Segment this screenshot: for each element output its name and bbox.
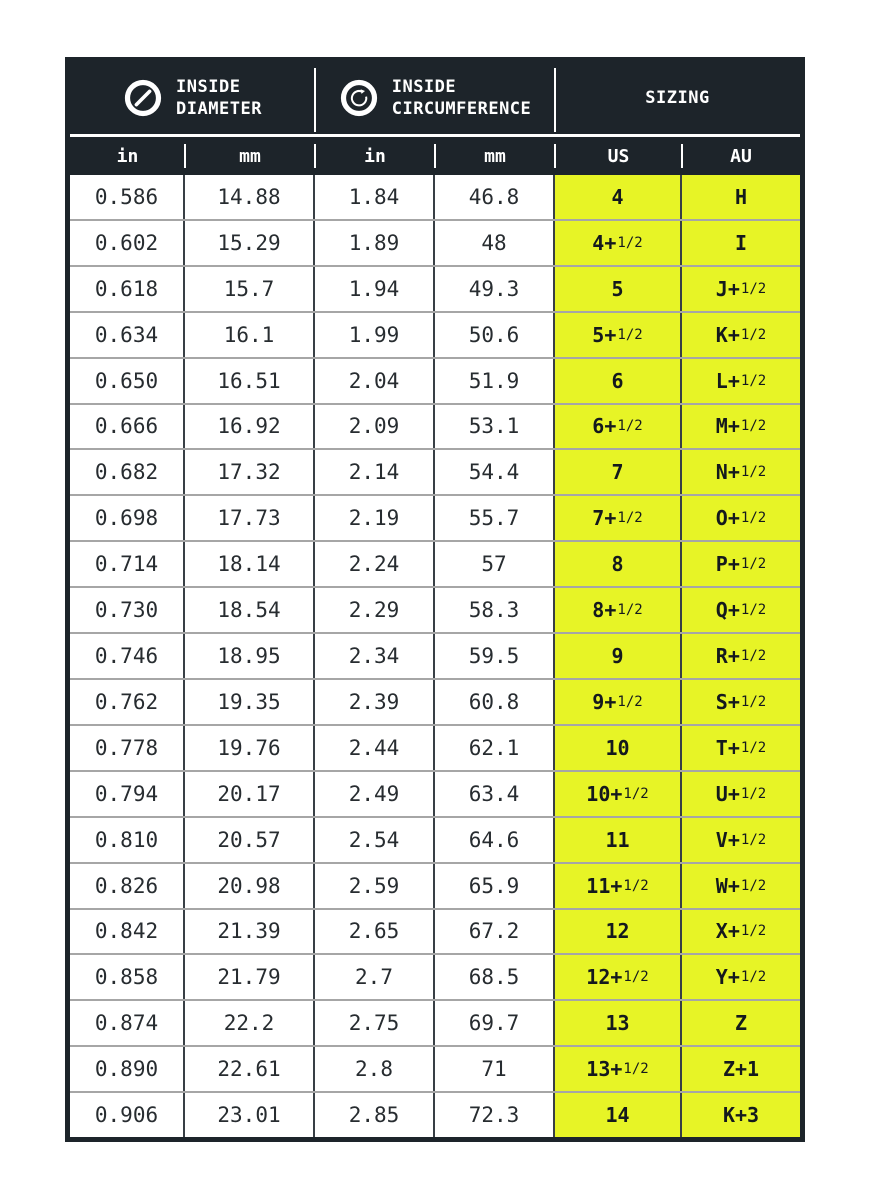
inside-diameter-in-cell: 0.666	[70, 405, 185, 449]
inside-diameter-mm-cell: 18.14	[185, 542, 315, 586]
table-row	[70, 999, 800, 1045]
header-label-line: INSIDE	[176, 77, 241, 97]
inside-circumference-mm-cell: 60.8	[435, 680, 555, 724]
inside-circumference-mm-cell: 55.7	[435, 496, 555, 540]
inside-diameter-in-cell: 0.634	[70, 313, 185, 357]
inside-circumference-mm-cell: 72.3	[435, 1093, 555, 1137]
inside-diameter-in-cell: 0.714	[70, 542, 185, 586]
us-size-cell: 13	[554, 1001, 682, 1045]
inside-diameter-mm-cell: 15.7	[185, 267, 315, 311]
table-body	[70, 175, 800, 1137]
table-row	[70, 1091, 800, 1137]
circumference-icon	[339, 78, 379, 118]
inside-circumference-in-cell: 2.75	[315, 1001, 435, 1045]
inside-diameter-in-cell: 0.826	[70, 864, 185, 908]
inside-diameter-in-cell: 0.778	[70, 726, 185, 770]
header-label-line: DIAMETER	[176, 99, 262, 119]
au-size-cell: J+ 1/2	[682, 267, 800, 311]
inside-diameter-mm-cell: 21.39	[185, 910, 315, 954]
us-size-cell: 5	[554, 267, 682, 311]
au-size-cell: K+3	[682, 1093, 800, 1137]
header-group-label	[392, 76, 532, 120]
inside-diameter-in-cell: 0.858	[70, 955, 185, 999]
inside-diameter-in-cell: 0.906	[70, 1093, 185, 1137]
au-size-cell: L+ 1/2	[682, 359, 800, 403]
inside-diameter-mm-cell: 20.17	[185, 772, 315, 816]
inside-circumference-mm-cell: 46.8	[435, 175, 555, 219]
table-row	[70, 953, 800, 999]
column-header-us-4: US	[555, 137, 682, 175]
inside-circumference-in-cell: 2.29	[315, 588, 435, 632]
inside-diameter-mm-cell: 20.98	[185, 864, 315, 908]
table-row	[70, 357, 800, 403]
inside-diameter-mm-cell: 18.54	[185, 588, 315, 632]
inside-circumference-mm-cell: 50.6	[435, 313, 555, 357]
au-size-cell: Q+ 1/2	[682, 588, 800, 632]
us-size-cell: 11	[554, 818, 682, 862]
inside-circumference-in-cell: 2.19	[315, 496, 435, 540]
inside-diameter-mm-cell: 23.01	[185, 1093, 315, 1137]
inside-circumference-in-cell: 2.65	[315, 910, 435, 954]
inside-diameter-in-cell: 0.890	[70, 1047, 185, 1091]
inside-diameter-mm-cell: 20.57	[185, 818, 315, 862]
au-size-cell: P+ 1/2	[682, 542, 800, 586]
inside-diameter-in-cell: 0.698	[70, 496, 185, 540]
us-size-cell: 12+ 1/2	[554, 955, 682, 999]
inside-circumference-in-cell: 2.39	[315, 680, 435, 724]
us-size-cell: 13+ 1/2	[554, 1047, 682, 1091]
inside-diameter-in-cell: 0.618	[70, 267, 185, 311]
table-row	[70, 586, 800, 632]
table-row	[70, 265, 800, 311]
inside-diameter-mm-cell: 14.88	[185, 175, 315, 219]
inside-circumference-mm-cell: 62.1	[435, 726, 555, 770]
inside-circumference-mm-cell: 69.7	[435, 1001, 555, 1045]
us-size-cell: 8	[554, 542, 682, 586]
inside-circumference-in-cell: 1.94	[315, 267, 435, 311]
us-size-cell: 12	[554, 910, 682, 954]
table-row	[70, 724, 800, 770]
inside-diameter-mm-cell: 19.35	[185, 680, 315, 724]
inside-circumference-mm-cell: 53.1	[435, 405, 555, 449]
inside-diameter-in-cell: 0.746	[70, 634, 185, 678]
inside-diameter-mm-cell: 16.92	[185, 405, 315, 449]
inside-diameter-in-cell: 0.602	[70, 221, 185, 265]
us-size-cell: 14	[554, 1093, 682, 1137]
au-size-cell: H	[682, 175, 800, 219]
table-row	[70, 770, 800, 816]
inside-circumference-in-cell: 2.04	[315, 359, 435, 403]
column-header-au-5: AU	[682, 137, 800, 175]
us-size-cell: 9	[554, 634, 682, 678]
inside-diameter-mm-cell: 19.76	[185, 726, 315, 770]
table-row	[70, 632, 800, 678]
au-size-cell: Z	[682, 1001, 800, 1045]
column-header-row	[70, 137, 800, 175]
inside-circumference-mm-cell: 48	[435, 221, 555, 265]
inside-circumference-in-cell: 2.09	[315, 405, 435, 449]
inside-circumference-mm-cell: 63.4	[435, 772, 555, 816]
us-size-cell: 5+ 1/2	[554, 313, 682, 357]
au-size-cell: I	[682, 221, 800, 265]
inside-circumference-mm-cell: 57	[435, 542, 555, 586]
au-size-cell: R+ 1/2	[682, 634, 800, 678]
inside-diameter-in-cell: 0.682	[70, 450, 185, 494]
au-size-cell: T+ 1/2	[682, 726, 800, 770]
header-label-line: CIRCUMFERENCE	[391, 99, 532, 119]
table-row	[70, 540, 800, 586]
au-size-cell: S+ 1/2	[682, 680, 800, 724]
inside-circumference-in-cell: 1.89	[315, 221, 435, 265]
table-header	[70, 62, 800, 175]
table-row	[70, 494, 800, 540]
au-size-cell: V+ 1/2	[682, 818, 800, 862]
au-size-cell: O+ 1/2	[682, 496, 800, 540]
table-row	[70, 403, 800, 449]
us-size-cell: 11+ 1/2	[554, 864, 682, 908]
au-size-cell: Z+1	[682, 1047, 800, 1091]
inside-circumference-in-cell: 2.7	[315, 955, 435, 999]
inside-diameter-mm-cell: 22.61	[185, 1047, 315, 1091]
inside-diameter-mm-cell: 22.2	[185, 1001, 315, 1045]
inside-diameter-mm-cell: 15.29	[185, 221, 315, 265]
inside-diameter-mm-cell: 18.95	[185, 634, 315, 678]
table-row	[70, 448, 800, 494]
inside-circumference-mm-cell: 71	[435, 1047, 555, 1091]
header-label-line: INSIDE	[391, 77, 457, 97]
au-size-cell: W+ 1/2	[682, 864, 800, 908]
inside-diameter-in-cell: 0.762	[70, 680, 185, 724]
header-group-label	[176, 76, 262, 120]
us-size-cell: 10+ 1/2	[554, 772, 682, 816]
inside-circumference-mm-cell: 51.9	[435, 359, 555, 403]
table-row	[70, 816, 800, 862]
table-row	[70, 862, 800, 908]
us-size-cell: 10	[554, 726, 682, 770]
table-row	[70, 311, 800, 357]
table-row	[70, 1045, 800, 1091]
column-header-mm-1: mm	[185, 137, 315, 175]
inside-diameter-in-cell: 0.874	[70, 1001, 185, 1045]
header-group-inside-circumference	[315, 62, 555, 134]
diameter-icon	[123, 78, 163, 118]
us-size-cell: 4	[554, 175, 682, 219]
column-header-mm-3: mm	[435, 137, 555, 175]
table-row	[70, 175, 800, 219]
au-size-cell: K+ 1/2	[682, 313, 800, 357]
inside-diameter-mm-cell: 16.51	[185, 359, 315, 403]
au-size-cell: N+ 1/2	[682, 450, 800, 494]
us-size-cell: 6+ 1/2	[554, 405, 682, 449]
inside-circumference-in-cell: 2.59	[315, 864, 435, 908]
inside-circumference-mm-cell: 54.4	[435, 450, 555, 494]
header-group-inside-diameter	[70, 62, 315, 134]
inside-diameter-in-cell: 0.810	[70, 818, 185, 862]
us-size-cell: 7+ 1/2	[554, 496, 682, 540]
inside-circumference-in-cell: 2.49	[315, 772, 435, 816]
inside-circumference-in-cell: 2.8	[315, 1047, 435, 1091]
inside-circumference-mm-cell: 67.2	[435, 910, 555, 954]
inside-circumference-in-cell: 2.85	[315, 1093, 435, 1137]
inside-diameter-mm-cell: 16.1	[185, 313, 315, 357]
header-group-row	[70, 62, 800, 134]
inside-diameter-in-cell: 0.842	[70, 910, 185, 954]
inside-circumference-in-cell: 2.44	[315, 726, 435, 770]
inside-diameter-mm-cell: 17.73	[185, 496, 315, 540]
au-size-cell: Y+ 1/2	[682, 955, 800, 999]
us-size-cell: 7	[554, 450, 682, 494]
inside-diameter-mm-cell: 17.32	[185, 450, 315, 494]
us-size-cell: 4+ 1/2	[554, 221, 682, 265]
inside-diameter-in-cell: 0.586	[70, 175, 185, 219]
column-header-in-2: in	[315, 137, 435, 175]
au-size-cell: X+ 1/2	[682, 910, 800, 954]
ring-sizing-table	[65, 57, 805, 1142]
table-row	[70, 219, 800, 265]
inside-circumference-in-cell: 2.14	[315, 450, 435, 494]
header-group-sizing	[555, 62, 800, 134]
inside-circumference-in-cell: 2.24	[315, 542, 435, 586]
inside-diameter-in-cell: 0.730	[70, 588, 185, 632]
inside-circumference-mm-cell: 68.5	[435, 955, 555, 999]
au-size-cell: U+ 1/2	[682, 772, 800, 816]
inside-circumference-mm-cell: 58.3	[435, 588, 555, 632]
column-header-in-0: in	[116, 145, 139, 167]
inside-circumference-mm-cell: 59.5	[435, 634, 555, 678]
inside-circumference-in-cell: 2.54	[315, 818, 435, 862]
inside-circumference-mm-cell: 65.9	[435, 864, 555, 908]
inside-circumference-in-cell: 1.84	[315, 175, 435, 219]
us-size-cell: 9+ 1/2	[554, 680, 682, 724]
au-size-cell: M+ 1/2	[682, 405, 800, 449]
inside-circumference-in-cell: 1.99	[315, 313, 435, 357]
header-group-label: SIZING	[645, 88, 710, 108]
inside-circumference-in-cell: 2.34	[315, 634, 435, 678]
us-size-cell: 6	[554, 359, 682, 403]
us-size-cell: 8+ 1/2	[554, 588, 682, 632]
table-row	[70, 678, 800, 724]
inside-diameter-mm-cell: 21.79	[185, 955, 315, 999]
inside-diameter-in-cell: 0.650	[70, 359, 185, 403]
inside-diameter-in-cell: 0.794	[70, 772, 185, 816]
inside-circumference-mm-cell: 64.6	[435, 818, 555, 862]
inside-circumference-mm-cell: 49.3	[435, 267, 555, 311]
table-row	[70, 908, 800, 954]
